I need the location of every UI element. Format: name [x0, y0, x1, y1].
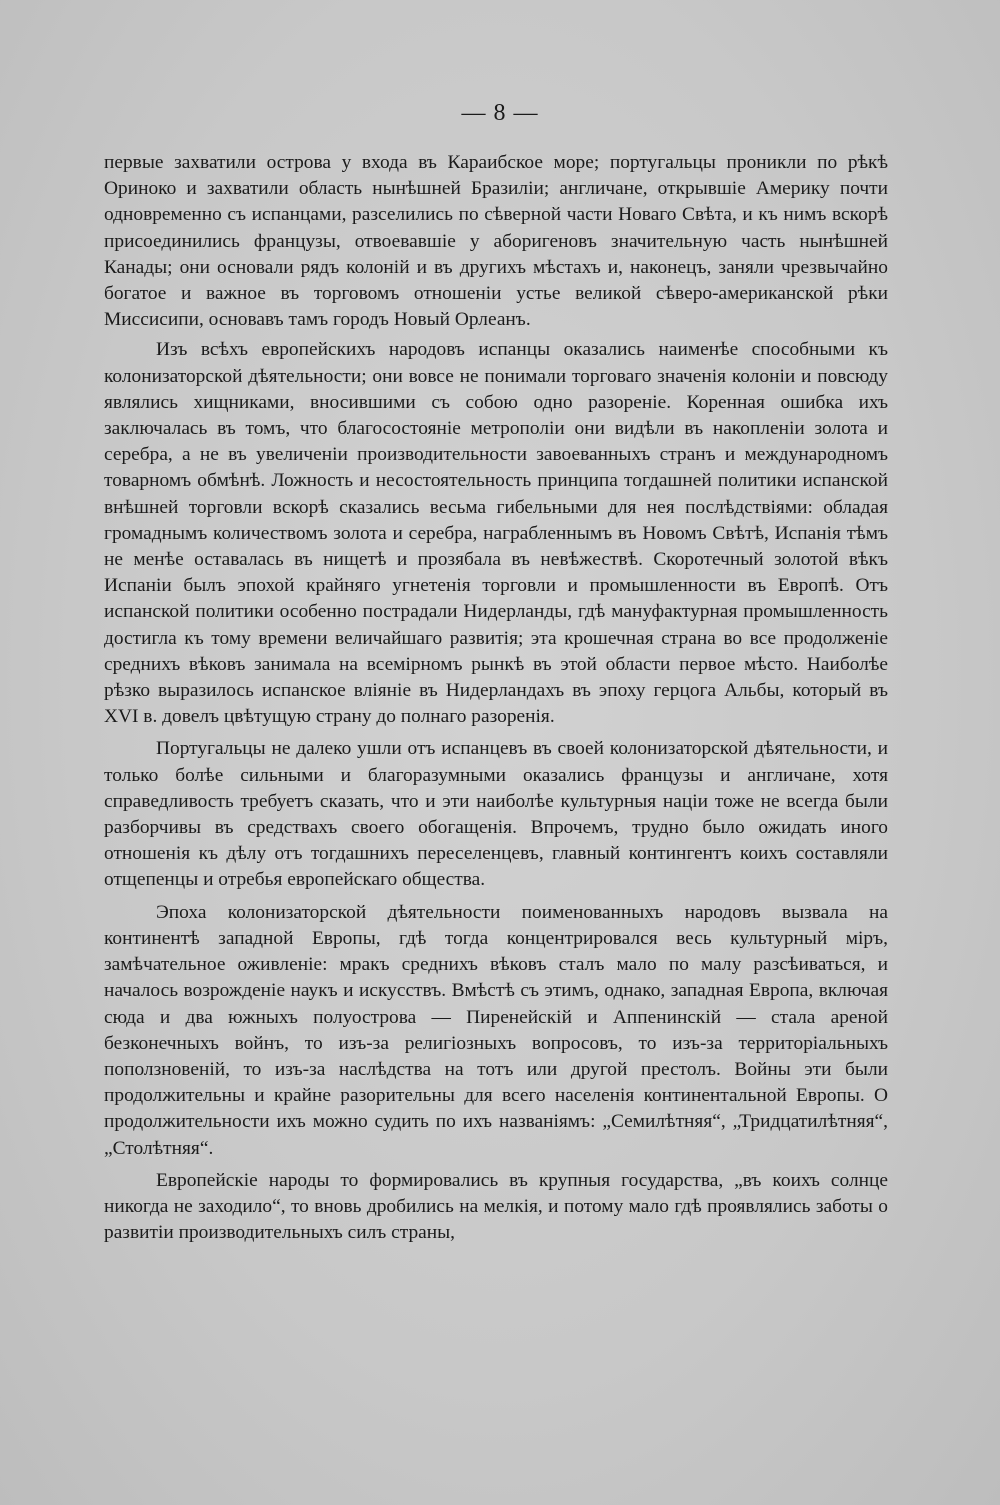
body-text	[104, 150, 888, 1250]
paragraph-3: Португальцы не далеко ушли отъ испанцевъ въ своей колонизаторской дѣятельности, и только болѣе сильными и благоразумными оказались французы и англичане, хотя справедливость требуетъ сказать, что и эти наиболѣе культурныя націи тоже не всегда были разборчивы въ средствахъ своего обогащенія. Впрочемъ, трудно было ожидать иного отношенія къ дѣлу отъ тогдашнихъ переселенцевъ, главный контингентъ коихъ составляли отщепенцы и отребья европейскаго общества.	[104, 738, 888, 891]
paragraph-4: Эпоха колонизаторской дѣятельности поименованныхъ народовъ вызвала на континентѣ западной Европы, гдѣ тогда концентрировался весь культурный міръ, замѣчательное оживленіе: мракъ среднихъ вѣковъ сталъ мало по малу разсѣиваться, и началось возрожденіе наукъ и искусствъ. Вмѣстѣ съ этимъ, однако, западная Европа, включая сюда и два южныхъ полуострова — Пиренейскій и Аппенинскій — стала ареной безконечныхъ войнъ, то изъ-за религіозныхъ вопросовъ, то изъ-за территоріальныхъ поползновеній, то изъ-за наслѣдства на тотъ или другой престолъ. Войны эти были продолжительны и крайне разорительны для всего населенія континентальной Европы. О продолжительности ихъ можно судить по ихъ названіямъ: „Семилѣтняя“, „Тридцатилѣтняя“, „Столѣтняя“.	[104, 901, 888, 1159]
paragraph-1: первые захватили острова у входа въ Караибское море; португальцы проникли по рѣкѣ Ориноко и захватили область нынѣшней Бразиліи; англичане, открывшіе Америку почти одновременно съ испанцами, разселились по сѣверной части Новаго Свѣта, и къ нимъ вскорѣ присоединились французы, отвоевавшіе у аборигеновъ значительную часть нынѣшней Канады; они основали рядъ колоній и въ другихъ мѣстахъ и, наконецъ, заняли чрезвычайно богатое и важное въ торговомъ отношеніи устье великой сѣверо-американской рѣки Миссисипи, основавъ тамъ городъ Новый Орлеанъ.	[104, 152, 888, 331]
page-number: — 8 —	[461, 100, 539, 126]
paragraph-2: Изъ всѣхъ европейскихъ народовъ испанцы оказались наименѣе способными къ колонизаторской дѣятельности; они вовсе не понимали торговаго значенія колоніи и повсюду являлись хищниками, вносившими съ собою одно разореніе. Коренная ошибка ихъ заключалась въ томъ, что благосостояніе метрополіи они видѣли въ накопленіи золота и серебра, а не въ увеличеніи производительности завоеванныхъ странъ и международномъ товарномъ обмѣнѣ. Ложность и несостоятельность принципа тогдашней политики испанской внѣшней торговли вскорѣ сказались весьма гибельными для нея послѣдствіями: обладая громаднымъ количествомъ золота и серебра, награбленнымъ въ Новомъ Свѣтѣ, Испанія тѣмъ не менѣе оставалась въ нищетѣ и прозябала въ невѣжествѣ. Скоротечный золотой вѣкъ Испаніи былъ эпохой крайняго угнетенія торговли и промышленности въ Европѣ. Отъ испанской политики особенно пострадали Нидерланды, гдѣ мануфактурная промышленность достигла къ тому времени величайшаго развитія; эта крошечная страна во все продолженіе среднихъ вѣковъ занимала на всемірномъ рынкѣ въ этой области первое мѣсто. Наиболѣе рѣзко выразилось испанское вліяніе въ Нидерландахъ въ эпоху герцога Альбы, который въ XVI в. довелъ цвѣтущую страну до полнаго разоренія.	[104, 339, 888, 728]
paragraph-5: Европейскіе народы то формировались въ крупныя государства, „въ коихъ солнце никогда не заходило“, то вновь дробились на мелкія, и потому мало гдѣ проявлялись заботы о развитіи производительныхъ силъ страны,	[104, 1169, 888, 1244]
